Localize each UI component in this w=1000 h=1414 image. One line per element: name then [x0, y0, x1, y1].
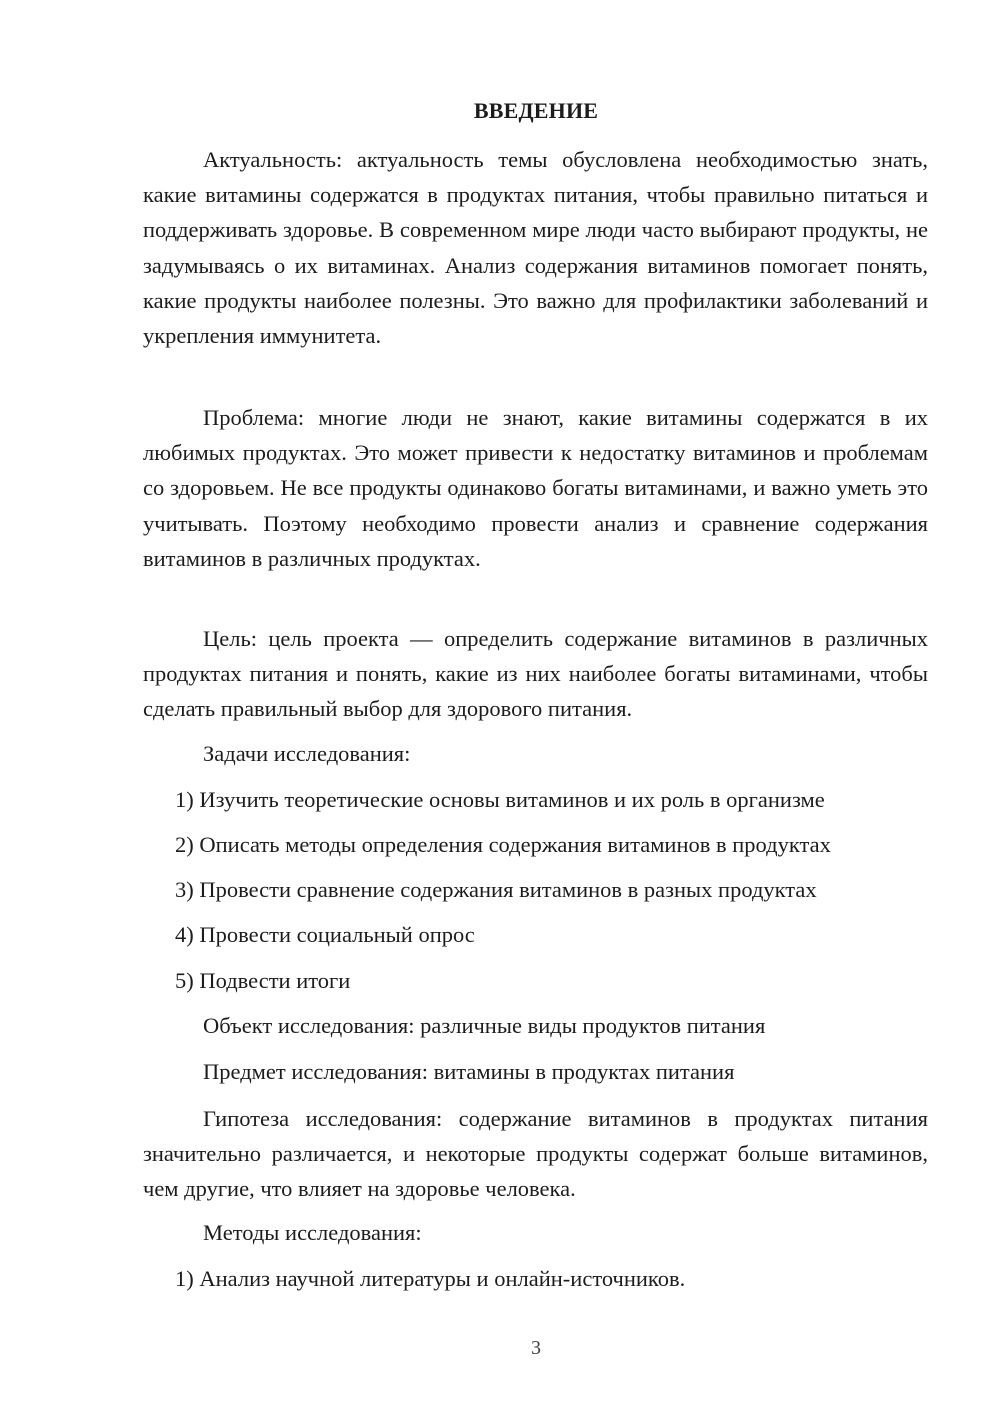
paragraph-relevance: Актуальность: актуальность темы обусловлена необходимостью знать, какие витамины содержатся в продуктах питания, чтобы правильно питаться и поддерживать здоровье. В современном мире люди часто выбирают продукты, не задумываясь о их витаминах. Анализ содержания витаминов помогает понять, какие продукты наиболее полезны. Это важно для профилактики заболеваний и укрепления иммунитета.: [143, 147, 928, 349]
paragraph-problem: Проблема: многие люди не знают, какие витамины содержатся в их любимых продуктах. Это может привести к недостатку витаминов и проблемам со здоровьем. Не все продукты одинаково богаты витаминами, и важно уметь это учитывать. Поэтому необходимо провести анализ и сравнение содержания витаминов в различных продуктах.: [143, 405, 928, 571]
task-item-3: 3) Провести сравнение содержания витаминов в разных продуктах: [175, 877, 817, 902]
task-item-1: 1) Изучить теоретические основы витаминов и их роль в организме: [175, 787, 825, 812]
task-item-5: 5) Подвести итоги: [175, 968, 351, 993]
tasks-heading: Задачи исследования:: [203, 741, 411, 766]
method-item-1: 1) Анализ научной литературы и онлайн-источников.: [175, 1266, 686, 1291]
task-item-2: 2) Описать методы определения содержания витаминов в продуктах: [175, 832, 831, 857]
section-title: ВВЕДЕНИЕ: [473, 98, 599, 123]
task-item-4: 4) Провести социальный опрос: [175, 922, 475, 947]
paragraph-hypothesis: Гипотеза исследования: содержание витаминов в продуктах питания значительно различается, и некоторые продукты содержат больше витаминов, чем другие, что влияет на здоровье человека.: [143, 1106, 928, 1202]
research-subject: Предмет исследования: витамины в продуктах питания: [203, 1059, 735, 1084]
paragraph-goal: Цель: цель проекта — определить содержание витаминов в различных продуктах питания и понять, какие из них наиболее богаты витаминами, чтобы сделать правильный выбор для здорового питания.: [143, 626, 928, 722]
methods-heading: Методы исследования:: [203, 1220, 422, 1245]
research-object: Объект исследования: различные виды продуктов питания: [203, 1013, 766, 1038]
page-number: 3: [531, 1337, 541, 1359]
